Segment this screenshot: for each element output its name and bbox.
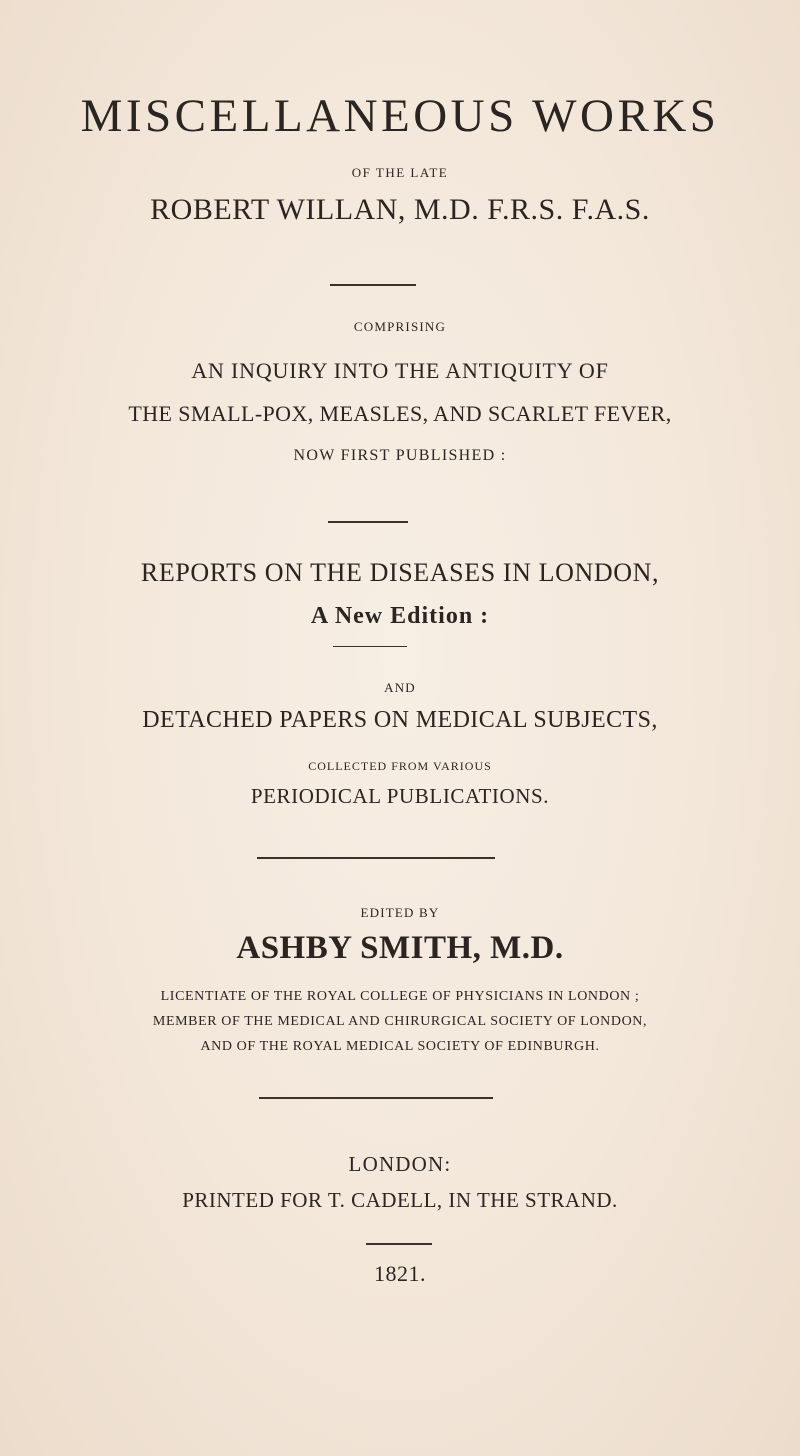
collected-from-label: COLLECTED FROM VARIOUS <box>308 759 492 773</box>
inquiry-title-line-1: AN INQUIRY INTO THE ANTIQUITY OF <box>191 358 609 383</box>
editor-credential-line: LICENTIATE OF THE ROYAL COLLEGE OF PHYSICIANS IN LONDON ; <box>160 989 640 1004</box>
new-edition-label: A New Edition : <box>310 603 490 629</box>
divider-6 <box>366 1243 432 1245</box>
inquiry-title-line-2: THE SMALL-POX, MEASLES, AND SCARLET FEVER, <box>128 401 672 426</box>
divider-3 <box>333 646 407 647</box>
author-name: ROBERT WILLAN, M.D. F.R.S. F.A.S. <box>150 193 650 226</box>
periodical-publications: PERIODICAL PUBLICATIONS. <box>250 784 550 808</box>
divider-2 <box>328 521 408 523</box>
detached-papers-title: DETACHED PAPERS ON MEDICAL SUBJECTS, <box>142 707 658 733</box>
imprint-city: LONDON: <box>348 1152 452 1176</box>
main-title: MISCELLANEOUS WORKS <box>80 90 720 142</box>
now-first-published: NOW FIRST PUBLISHED : <box>293 447 507 464</box>
divider-4 <box>257 857 495 859</box>
editor-credential-line: AND OF THE ROYAL MEDICAL SOCIETY OF EDINBURGH. <box>200 1039 600 1054</box>
and-label: AND <box>384 680 416 695</box>
imprint-printer: PRINTED FOR T. CADELL, IN THE STRAND. <box>182 1188 618 1212</box>
divider-1 <box>330 284 416 286</box>
edited-by-label: EDITED BY <box>360 905 440 920</box>
comprising-label: COMPRISING <box>353 319 447 334</box>
editor-name: ASHBY SMITH, M.D. <box>236 930 564 966</box>
editor-credential-line: MEMBER OF THE MEDICAL AND CHIRURGICAL SOCIETY OF LONDON, <box>152 1014 648 1029</box>
reports-title: REPORTS ON THE DISEASES IN LONDON, <box>140 558 660 587</box>
of-the-late-label: OF THE LATE <box>351 165 449 180</box>
divider-5 <box>259 1097 493 1099</box>
imprint-year: 1821. <box>374 1261 426 1286</box>
